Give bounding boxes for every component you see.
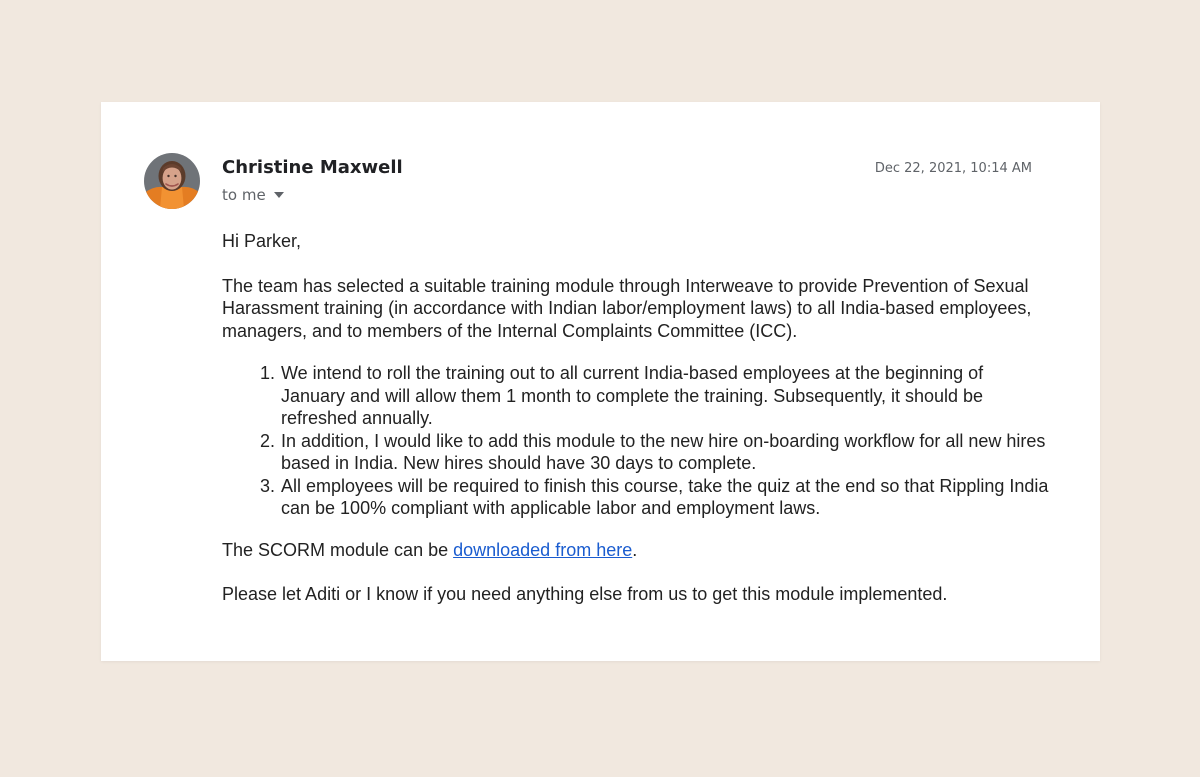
greeting: Hi Parker,: [222, 231, 302, 251]
closing-paragraph: Please let Aditi or I know if you need anything else from us to get this module implemented.: [222, 584, 948, 604]
training-step: 1. We intend to roll the training out to all current India-based employees at the beginning of January and will allow them 1 month to complete the training. Subsequently, it should be refreshed annually.: [280, 362, 1052, 430]
download-link[interactable]: downloaded from here: [453, 539, 633, 560]
sender-avatar[interactable]: [144, 153, 200, 209]
download-prefix: The SCORM module can be: [222, 539, 454, 560]
recipient-label: to me: [222, 186, 266, 204]
profile-photo-icon: [144, 153, 200, 209]
download-paragraph: [222, 539, 1052, 562]
email-body: [222, 230, 1052, 606]
download-suffix: .: [632, 539, 638, 560]
sender-name: Christine Maxwell: [222, 157, 403, 178]
intro-paragraph: The team has selected a suitable training module through Interweave to provide Prevention of Sexual Harassment training (in accordance with Indian labor/employment laws) to all India-based employees, managers, and to members of the Internal Complaints Committee (ICC).: [222, 275, 1032, 341]
email-card: [101, 102, 1100, 661]
training-step: 2. In addition, I would like to add this module to the new hire on-boarding workflow for all new hires based in India. New hires should have 30 days to complete.: [280, 430, 1052, 475]
training-steps-list: [222, 362, 1052, 520]
caret-down-icon[interactable]: [274, 192, 284, 198]
recipient-details-toggle[interactable]: [222, 186, 284, 204]
email-timestamp: Dec 22, 2021, 10:14 AM: [874, 161, 1032, 176]
training-step: 3. All employees will be required to finish this course, take the quiz at the end so that Rippling India can be 100% compliant with applicable labor and employment laws.: [280, 475, 1052, 520]
